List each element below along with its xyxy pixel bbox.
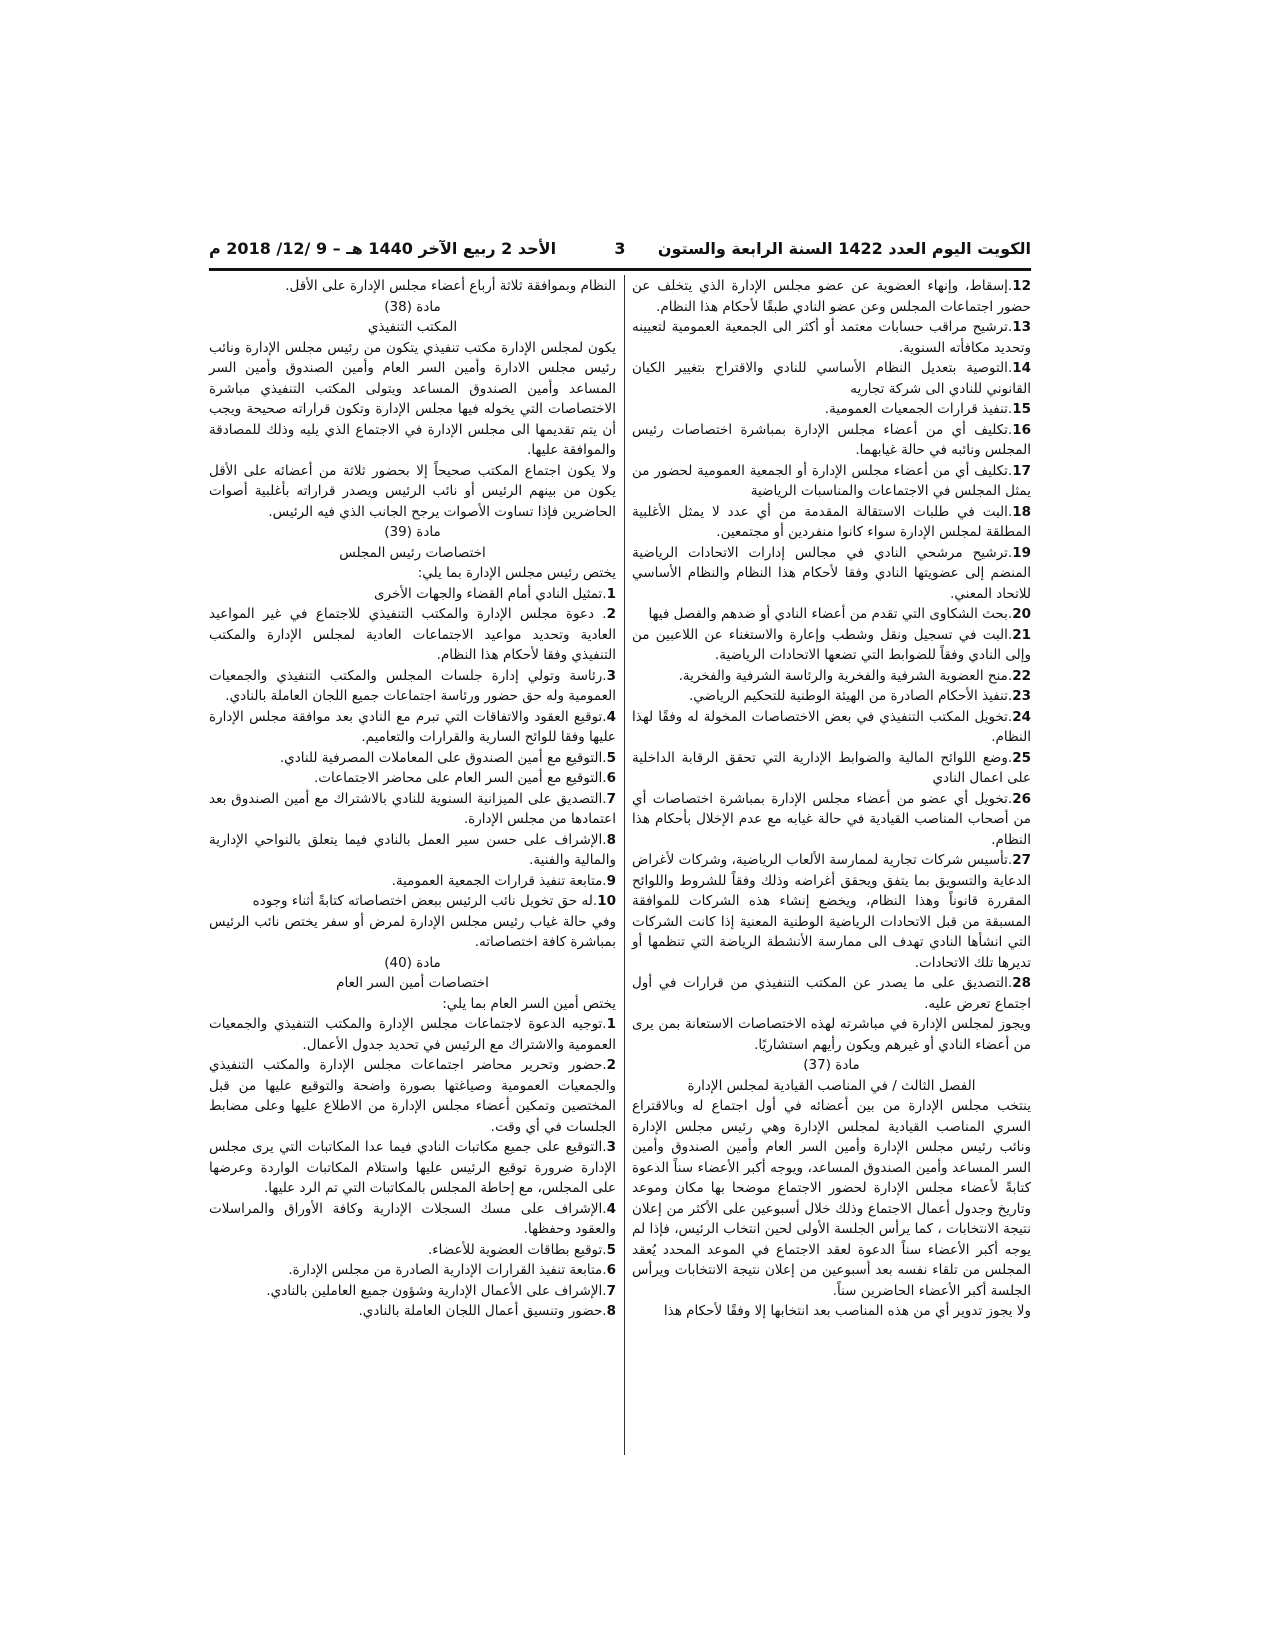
item-number: 16 (1012, 421, 1031, 438)
right-col-numbered-item (632, 707, 1031, 748)
item-text: .رئاسة وتولي إدارة جلسات المجلس والمكتب التنفيذي والجمعيات العمومية وله حق حضور ورئاسة اجتماعات جميع اللجان العاملة بالنادي. (209, 667, 616, 704)
right-col-heading: الفصل الثالث / في المناصب القيادية لمجلس الإدارة (687, 1077, 976, 1094)
item-text: .له حق تخويل نائب الرئيس ببعض اختصاصاته كتابةً أثناء وجوده (252, 893, 598, 909)
item-number: 21 (1012, 626, 1031, 643)
item-number: 14 (1012, 360, 1031, 376)
item-text: .التوقيع مع أمين الصندوق على المعاملات المصرفية للنادي. (279, 749, 607, 766)
item-number: 1 (606, 585, 616, 602)
right-col-numbered-item (632, 502, 1031, 543)
right-col-numbered-item (632, 543, 1031, 605)
left-col-paragraph (209, 994, 616, 1015)
left-col-numbered-item (209, 1137, 616, 1199)
item-text: .تنفيذ الأحكام الصادرة من الهيئة الوطنية للتحكيم الرياضي. (689, 688, 1013, 704)
item-number: 23 (1012, 688, 1031, 704)
item-text: .تمثيل النادي أمام القضاء والجهات الأخرى (374, 585, 607, 602)
item-number: 5 (606, 1241, 616, 1258)
right-col-paragraph (632, 1301, 1031, 1322)
item-text: .البت في طلبات الاستقالة المقدمة من أي عدد لا يمثل الأغلبية المطلقة لمجلس الإدارة سواء كانوا منفردين أو مجتمعين. (632, 503, 1031, 540)
gazette-issue-title: الكويت اليوم العدد 1422 السنة الرابعة والستون (657, 239, 1031, 258)
column-divider (624, 275, 625, 1455)
left-col-numbered-item (209, 1260, 616, 1281)
left-col-numbered-item (209, 1055, 616, 1137)
right-col-numbered-item (632, 850, 1031, 973)
left-col-numbered-item (209, 1301, 616, 1322)
item-text: .إسقاط، وإنهاء العضوية عن عضو مجلس الإدارة الذي يتخلف عن حضور اجتماعات المجلس وعن عضو النادي طبقًا لأحكام هذا النظام. (632, 278, 1031, 315)
item-text: .متابعة تنفيذ قرارات الجمعية العمومية. (391, 872, 607, 889)
left-col-heading: مادة (38) (384, 298, 441, 315)
left-col-paragraph (209, 461, 616, 523)
left-col-numbered-item (209, 707, 616, 748)
item-text: يختص رئيس مجلس الإدارة بما يلي: (417, 565, 616, 581)
right-col-numbered-item (632, 748, 1031, 789)
left-col-heading: مادة (39) (384, 524, 441, 540)
item-number: 2 (606, 606, 616, 622)
item-text: ينتخب مجلس الإدارة من بين أعضائه في أول اجتماع له وبالاقتراع السري المناصب القيادية لمجلس الإدارة وهي رئيس مجلس الإدارة ونائب رئيس مجلس الإدارة وأمين السر العام وأمين الصندوق وأمين السر المساعد وأمين الصندوق المساعد، ويوجه أكبر الأعضاء سناً الدعوة كتابةً لأعضاء مجلس الإدارة لحضور الاجتماع موضحا بها مكان وموعد وتاريخ وجدول أعمال الاجتماع وذلك خلال أسبوعين على الأكثر من إعلان نتيجة الانتخابات ، كما يرأس الجلسة الأولى لحين انتخاب الرئيس، فإذا لم يوجه أكبر الأعضاء سناً الدعوة لعقد الاجتماع في الموعد المحدد يُعقد المجلس من تلقاء نفسه بعد أسبوعين من إعلان نتيجة الانتخابات ويرأس الجلسة أكبر الأعضاء الحاضرين سناً. (632, 1098, 1031, 1299)
item-number: 4 (606, 708, 616, 725)
left-col-numbered-item (209, 1014, 616, 1055)
item-number: 26 (1012, 790, 1031, 807)
right-col-numbered-item (632, 789, 1031, 851)
item-number: 6 (606, 770, 616, 786)
right-col-numbered-item (632, 358, 1031, 399)
item-number: 13 (1012, 319, 1031, 335)
left-col-numbered-item (209, 871, 616, 892)
item-number: 2 (606, 1057, 616, 1073)
item-number: 9 (606, 872, 616, 889)
item-text: يكون لمجلس الإدارة مكتب تنفيذي يتكون من رئيس مجلس الإدارة ونائب رئيس مجلس الادارة وأمين السر العام وأمين الصندوق وأمين السر المساعد وأمين الصندوق المساعد ويتولى المكتب التنفيذي مباشرة الاختصاصات التي يخوله فيها مجلس الإدارة وتكون قراراته صحيحة ويجب أن يتم تقديمها الى مجلس الإدارة في الاجتماع الذي يليه وذلك للمصادقة والموافقة عليها. (209, 339, 616, 458)
left-col-heading: مادة (40) (384, 954, 441, 971)
left-col-numbered-item (209, 1240, 616, 1261)
left-col-numbered-item (209, 768, 616, 789)
right-col-numbered-item (632, 666, 1031, 687)
left-col-numbered-item (209, 830, 616, 871)
item-number: 3 (606, 667, 616, 684)
item-text: .ترشيح مرشحي النادي في مجالس إدارات الاتحادات الرياضية المنضم إلى عضويتها النادي وفقا لأحكام هذا النظام والنظام الأساسي للاتحاد المعني. (632, 544, 1031, 602)
item-text: .منح العضوية الشرفية والفخرية والرئاسة الشرفية والفخرية. (678, 667, 1013, 684)
item-number: 7 (606, 790, 616, 807)
right-col-numbered-item (632, 973, 1031, 1014)
right-col-paragraph (632, 1014, 1031, 1055)
item-number: 20 (1012, 606, 1031, 622)
right-column (632, 276, 1031, 1322)
right-col-paragraph (632, 1096, 1031, 1301)
item-text: .تكليف أي من أعضاء مجلس الإدارة بمباشرة اختصاصات رئيس المجلس ونائبه في حالة غيابهما. (632, 421, 1031, 458)
item-number: 8 (606, 831, 616, 848)
right-col-numbered-item (632, 604, 1031, 625)
item-text: .التصديق على ما يصدر عن المكتب التنفيذي من قرارات في أول اجتماع تعرض عليه. (632, 975, 1031, 1012)
item-text: .التوقيع مع أمين السر العام على محاضر الاجتماعات. (313, 770, 607, 786)
page-header (209, 239, 1031, 267)
right-col-numbered-item (632, 686, 1031, 707)
item-text: ولا يجوز تدوير أي من هذه المناصب بعد انتخابها إلا وفقًا لأحكام هذا (663, 1303, 1031, 1319)
item-text: .حضور وتنسيق أعمال اللجان العاملة بالنادي. (358, 1303, 607, 1319)
item-text: .تأسيس شركات تجارية لممارسة الألعاب الرياضية، وشركات لأغراض الدعاية والتسويق بما يتفق ويحقق أغراضه وذلك وفقاً للشروط واللوائح المقررة قانوناً وهذا النظام، ويخضع إنشاء هذه الشركات للموافقة المسبقة من قبل الاتحادات الرياضية الوطنية المعنية إذا كانت الشركات التي انشأها النادي تهدف الى ممارسة الأنشطة الرياضة التي تنظمها أو تديرها تلك الاتحادات. (632, 852, 1031, 971)
page-number: 3 (614, 239, 626, 258)
left-col-paragraph (209, 338, 616, 461)
right-col-numbered-item (632, 625, 1031, 666)
header-rule (209, 268, 1031, 271)
item-number: 12 (1012, 278, 1031, 294)
left-col-heading: المكتب التنفيذي (367, 319, 458, 335)
item-text: وفي حالة غياب رئيس مجلس الإدارة لمرض أو سفر يختص نائب الرئيس بمباشرة كافة اختصاصاته. (209, 913, 616, 950)
left-col-paragraph (209, 912, 616, 953)
item-number: 10 (597, 893, 616, 909)
left-col-numbered-item (209, 584, 616, 605)
item-text: ويجوز لمجلس الإدارة في مباشرته لهذه الاختصاصات الاستعانة بمن يرى من أعضاء النادي أو غيرهم ويكون رأيهم استشاريًا. (632, 1016, 1031, 1053)
item-text: .الإشراف على حسن سير العمل بالنادي فيما يتعلق بالنواحي الإدارية والمالية والفنية. (209, 831, 616, 868)
left-col-paragraph (209, 276, 616, 297)
item-text: .الإشراف على الأعمال الإدارية وشؤون جميع العاملين بالنادي. (266, 1282, 607, 1299)
item-number: 27 (1012, 852, 1031, 868)
item-text: .بحث الشكاوى التي تقدم من أعضاء النادي أو ضدهم والفصل فيها (648, 606, 1013, 622)
item-number: 24 (1012, 708, 1031, 725)
left-col-numbered-item (209, 1281, 616, 1302)
item-number: 5 (606, 749, 616, 766)
item-number: 19 (1012, 544, 1031, 561)
item-text: . دعوة مجلس الإدارة والمكتب التنفيذي للاجتماع في غير المواعيد العادية وتحديد مواعيد الاجتماعات العادية لمجلس الإدارة والمكتب التنفيذي وفقا لأحكام هذا النظام. (209, 606, 616, 663)
item-text: .توقيع العقود والاتفاقات التي تبرم مع النادي بعد موافقة مجلس الإدارة عليها وفقا للوائح السارية والقرارات والتعاميم. (209, 708, 616, 745)
item-text: .تخويل المكتب التنفيذي في بعض الاختصاصات المخولة له وفقًا لهذا النظام. (632, 708, 1031, 745)
right-col-numbered-item (632, 461, 1031, 502)
item-number: 1 (606, 1016, 616, 1032)
left-col-paragraph (209, 563, 616, 584)
item-number: 3 (606, 1139, 616, 1155)
left-col-numbered-item (209, 604, 616, 666)
right-col-heading: مادة (37) (803, 1057, 860, 1073)
item-text: .تكليف أي من أعضاء مجلس الإدارة أو الجمعية العمومية لحضور من يمثل المجلس في الاجتماعات والمناسبات الرياضية (632, 462, 1031, 499)
right-col-numbered-item (632, 399, 1031, 420)
item-text: .تنفيذ قرارات الجمعيات العمومية. (824, 401, 1013, 417)
item-text: .التصديق على الميزانية السنوية للنادي بالاشتراك مع أمين الصندوق بعد اعتمادها من مجلس الإدارة. (209, 790, 616, 827)
item-text: .وضع اللوائح المالية والضوابط الإدارية التي تحقق الرقابة الداخلية على اعمال النادي (632, 749, 1031, 786)
item-number: 17 (1012, 462, 1031, 479)
item-number: 18 (1012, 503, 1031, 520)
left-col-numbered-item (209, 748, 616, 769)
item-number: 4 (606, 1200, 616, 1217)
item-text: النظام وبموافقة ثلاثة أرباع أعضاء مجلس الإدارة على الأقل. (285, 278, 616, 294)
item-text: .البت في تسجيل ونقل وشطب وإعارة والاستغناء عن اللاعبين من وإلى النادي وفقاً للضوابط التي تضعها الاتحادات الرياضية. (632, 626, 1031, 663)
left-col-numbered-item (209, 666, 616, 707)
item-number: 28 (1012, 975, 1031, 991)
right-col-numbered-item (632, 317, 1031, 358)
item-text: .توجيه الدعوة لاجتماعات مجلس الإدارة والمكتب التنفيذي والجمعيات العمومية والاشتراك مع الرئيس في تحديد جدول الأعمال. (209, 1016, 616, 1053)
right-col-numbered-item (632, 276, 1031, 317)
left-col-heading: اختصاصات أمين السر العام (336, 975, 489, 991)
item-text: ولا يكون اجتماع المكتب صحيحاً إلا بحضور ثلاثة من أعضائه على الأقل يكون من بينهم الرئيس أو نائب الرئيس ويصدر قراراته بأغلبية أصوات الحاضرين فإذا تساوت الأصوات يرجح الجانب الذي فيه الرئيس. (209, 462, 616, 520)
item-text: .التوصية بتعديل النظام الأساسي للنادي والاقتراح بتغيير الكيان القانوني للنادي الى شركة تجاريه (632, 360, 1031, 397)
item-number: 6 (606, 1262, 616, 1278)
left-col-heading: اختصاصات رئيس المجلس (339, 544, 486, 561)
item-text: يختص أمين السر العام بما يلي: (442, 995, 616, 1012)
left-col-numbered-item (209, 789, 616, 830)
left-column (209, 276, 616, 1322)
item-text: .توقيع بطاقات العضوية للأعضاء. (428, 1241, 607, 1258)
item-number: 15 (1012, 401, 1031, 417)
item-number: 25 (1012, 749, 1031, 766)
right-col-numbered-item (632, 420, 1031, 461)
item-text: .التوقيع على جميع مكاتبات النادي فيما عدا المكاتبات التي يرى مجلس الإدارة ضرورة توقيع الرئيس عليها واستلام المكاتبات الواردة وعرضها على المجلس، مع إحاطة المجلس بالمكاتبات التي تم الرد عليها. (209, 1139, 616, 1196)
item-number: 7 (606, 1282, 616, 1299)
item-text: .الإشراف على مسك السجلات الإدارية وكافة الأوراق والمراسلات والعقود وحفظها. (209, 1200, 616, 1237)
left-col-numbered-item (209, 891, 616, 912)
item-text: .تخويل أي عضو من أعضاء مجلس الإدارة بمباشرة اختصاصات أي من أصحاب المناصب القيادية في حالة غيابه مع عدم الإخلال بأحكام هذا النظام. (632, 790, 1031, 848)
item-number: 8 (606, 1303, 616, 1319)
issue-date: الأحد 2 ربيع الآخر 1440 هـ – 9 /12/ 2018 م (209, 239, 557, 258)
item-text: .متابعة تنفيذ القرارات الإدارية الصادرة من مجلس الإدارة. (288, 1262, 607, 1278)
item-text: .حضور وتحرير محاضر اجتماعات مجلس الإدارة والمكتب التنفيذي والجمعيات العمومية وصياغتها بصورة واضحة والتوقيع عليها من قبل المختصين وتمكين أعضاء مجلس الإدارة من الاطلاع عليها وعلى مضابط الجلسات في أي وقت. (209, 1057, 616, 1135)
left-col-numbered-item (209, 1199, 616, 1240)
item-number: 22 (1012, 667, 1031, 684)
item-text: .ترشيح مراقب حسابات معتمد أو أكثر الى الجمعية العمومية لتعيينه وتحديد مكافأته السنوية. (632, 319, 1031, 356)
